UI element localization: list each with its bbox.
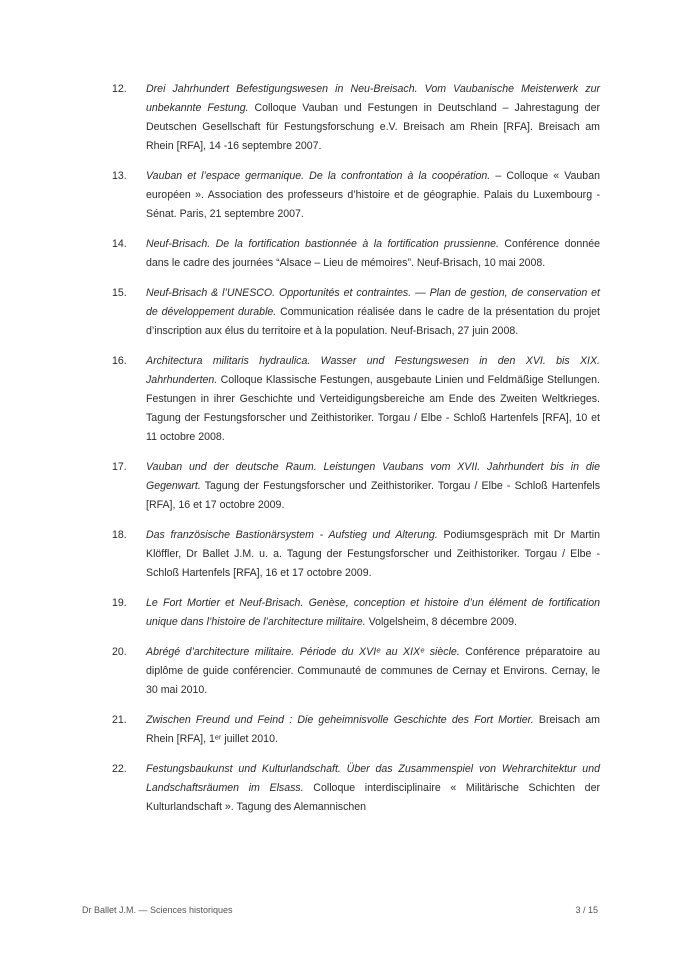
- item-details: Volgelsheim, 8 décembre 2009.: [365, 616, 517, 628]
- footer-author: Dr Ballet J.M. — Sciences historiques: [82, 905, 233, 915]
- item-title: Drei Jahrhundert Befestigungswesen in Neu-Breisach. Vom Vaubanische Meisterwerk zur unbekannte Festung.: [146, 83, 600, 114]
- list-item: [112, 352, 600, 447]
- item-details: Colloque Vauban und Festungen in Deutschland – Jahrestagung der Deutschen Gesellschaft für Festungsforschung e.V. Breisach am Rhein [RFA]. Breisach am Rhein [RFA], 14 -16 septembre 2007.: [146, 102, 600, 152]
- item-number: 14.: [112, 238, 127, 250]
- item-number: 15.: [112, 287, 127, 299]
- item-title: Zwischen Freund und Feind : Die geheimnisvolle Geschichte des Fort Mortier.: [146, 714, 534, 726]
- item-details: Breisach am Rhein [RFA], 1ᵉʳ juillet 2010.: [146, 714, 600, 745]
- list-item: [112, 643, 600, 700]
- item-details: Podiumsgespräch mit Dr Martin Klöffler, Dr Ballet J.M. u. a. Tagung der Festungsforscher und Zeithistoriker. Torgau / Elbe - Schloß Hartenfels [RFA], 16 et 17 octobre 2009.: [146, 529, 600, 579]
- list-item: [112, 167, 600, 224]
- item-title: Abrégé d’architecture militaire. Période du XVIᵉ au XIXᵉ siècle.: [146, 646, 460, 658]
- item-number: 17.: [112, 461, 127, 473]
- page-number: 3 / 15: [575, 905, 598, 915]
- list-item: [112, 760, 600, 817]
- item-details: – Colloque « Vauban européen ». Association des professeurs d’histoire et de géographie. Palais du Luxembourg - Sénat. Paris, 21 septembre 2007.: [146, 170, 600, 220]
- item-number: 12.: [112, 83, 127, 95]
- list-item: [112, 594, 600, 632]
- list-item: [112, 80, 600, 156]
- item-details: Communication réalisée dans le cadre de la présentation du projet d’inscription aux élus du territoire et à la population. Neuf-Brisach, 27 juin 2008.: [146, 306, 601, 337]
- item-details: Conférence préparatoire au diplôme de guide conférencier. Communauté de communes de Cernay et Environs. Cernay, le 30 mai 2010.: [146, 646, 600, 696]
- item-number: 16.: [112, 355, 127, 367]
- item-number: 13.: [112, 170, 127, 182]
- item-title: Vauban et l’espace germanique. De la confrontation à la coopération.: [146, 170, 491, 182]
- item-title: Neuf-Brisach. De la fortification bastionnée à la fortification prussienne.: [146, 238, 499, 250]
- item-number: 22.: [112, 763, 127, 775]
- item-number: 20.: [112, 646, 127, 658]
- item-title: Festungsbaukunst und Kulturlandschaft. Über das Zusammenspiel von Wehrarchitektur und Landschaftsräumen im Elsass.: [146, 763, 600, 794]
- item-number: 18.: [112, 529, 127, 541]
- list-item: [112, 458, 600, 515]
- item-title: Neuf-Brisach & l’UNESCO. Opportunités et contraintes. — Plan de gestion, de conservation et de développement durable.: [146, 287, 600, 318]
- item-title: Architectura militaris hydraulica. Wasser und Festungswesen in den XVI. bis XIX. Jahrhunderten.: [146, 355, 600, 386]
- item-details: Colloque interdisciplinaire « Militärische Schichten der Kulturlandschaft ». Tagung des Alemannischen: [146, 782, 600, 813]
- item-number: 21.: [112, 714, 127, 726]
- list-item: [112, 711, 600, 749]
- list-item: [112, 235, 600, 273]
- list-item: [112, 526, 600, 583]
- item-title: Das französische Bastionärsystem - Aufstieg und Alterung.: [146, 529, 438, 541]
- publication-list: [112, 80, 600, 828]
- item-details: Colloque Klassische Festungen, ausgebaute Linien und Feldmäßige Stellungen. Festungen in ihrer Geschichte und Verteidigungsbereiche am Ende des Zweiten Weltkrieges. Tagung der Festungsforscher und Zeithistoriker. Torgau / Elbe - Schloß Hartenfels [RFA], 10 et 11 octobre 2008.: [146, 374, 600, 443]
- item-number: 19.: [112, 597, 127, 609]
- item-title: Le Fort Mortier et Neuf-Brisach. Genèse, conception et histoire d’un élément de fortification unique dans l’histoire de l’architecture militaire.: [146, 597, 600, 628]
- item-details: Tagung der Festungsforscher und Zeithistoriker. Torgau / Elbe - Schloß Hartenfels [RFA], 16 et 17 octobre 2009.: [146, 480, 600, 511]
- list-item: [112, 284, 600, 341]
- item-details: Conférence donnée dans le cadre des journées “Alsace – Lieu de mémoires”. Neuf-Brisach, 10 mai 2008.: [146, 238, 600, 269]
- item-title: Vauban und der deutsche Raum. Leistungen Vaubans vom XVII. Jahrhundert bis in die Gegenwart.: [146, 461, 600, 492]
